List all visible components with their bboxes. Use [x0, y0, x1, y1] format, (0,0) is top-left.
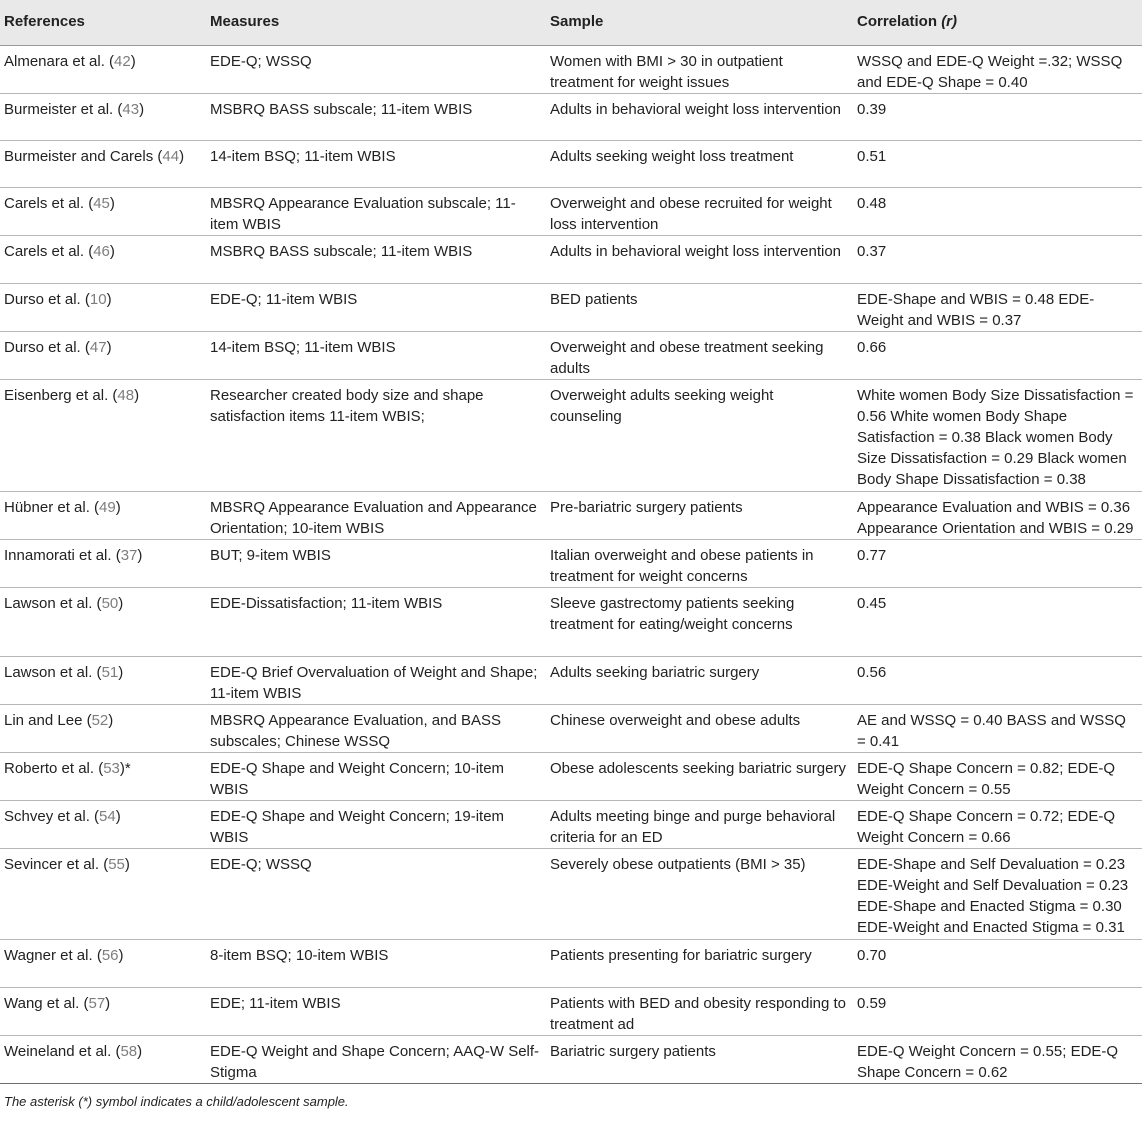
reference-author: Sevincer et al. (	[4, 856, 109, 873]
correlation-cell: 0.48	[857, 195, 887, 212]
reference-suffix: )	[137, 547, 143, 564]
table-row	[0, 849, 1142, 940]
reference-suffix: )	[139, 101, 145, 118]
table-row	[0, 540, 1142, 588]
measures-cell: EDE-Q Brief Overvaluation of Weight and Shape; 11-item WBIS	[210, 664, 538, 702]
reference-cell	[0, 141, 206, 188]
measures-cell: MBSRQ Appearance Evaluation and Appearance Orientation; 10-item WBIS	[210, 499, 537, 537]
reference-suffix: )	[118, 664, 124, 681]
table-row	[0, 380, 1142, 492]
reference-author: Eisenberg et al. (	[4, 387, 118, 404]
reference-author: Wagner et al. (	[4, 947, 102, 964]
correlation-cell: EDE-Q Shape Concern = 0.82; EDE-Q Weight Concern = 0.55	[857, 760, 1116, 798]
citation-link[interactable]: 58	[120, 1043, 138, 1060]
sample-cell: Chinese overweight and obese adults	[550, 712, 801, 729]
table-body	[0, 46, 1142, 1084]
reference-suffix: )	[115, 499, 121, 516]
correlation-cell: 0.51	[857, 148, 887, 165]
sample-cell: Pre-bariatric surgery patients	[550, 499, 743, 516]
measures-cell: EDE-Q Shape and Weight Concern; 19-item WBIS	[210, 808, 505, 846]
reference-author: Schvey et al. (	[4, 808, 100, 825]
reference-cell	[0, 705, 206, 753]
citation-link[interactable]: 10	[89, 291, 107, 308]
sample-cell: Women with BMI > 30 in outpatient treatment for weight issues	[550, 53, 783, 91]
citation-link[interactable]: 47	[89, 339, 107, 356]
reference-suffix: )	[105, 995, 111, 1012]
citation-link[interactable]: 37	[120, 547, 138, 564]
measures-cell: EDE-Q Shape and Weight Concern; 10-item WBIS	[210, 760, 505, 798]
sample-cell: Patients with BED and obesity responding to treatment ad	[550, 995, 847, 1033]
measures-cell: MBSRQ Appearance Evaluation subscale; 11-item WBIS	[210, 195, 516, 233]
correlation-cell: EDE-Shape and Self Devaluation = 0.23 EDE-Weight and Self Devaluation = 0.23 EDE-Shape and Enacted Stigma = 0.30 EDE-Weight and Enacted Stigma = 0.31	[857, 856, 1129, 936]
reference-cell	[0, 801, 206, 849]
reference-cell	[0, 284, 206, 332]
reference-suffix: )	[109, 243, 115, 260]
reference-author: Carels et al. (	[4, 195, 94, 212]
correlation-cell: White women Body Size Dissatisfaction = 0.56 White women Body Shape Satisfaction = 0.38 Black women Body Size Dissatisfaction = 0.29 Black women Body Shape Dissatisfaction = 0.38	[857, 387, 1134, 488]
reference-author: Lawson et al. (	[4, 664, 102, 681]
measures-cell: EDE-Q Weight and Shape Concern; AAQ-W Self-Stigma	[210, 1043, 540, 1081]
sample-cell: Adults seeking weight loss treatment	[550, 148, 794, 165]
reference-suffix: )	[115, 808, 121, 825]
reference-author: Durso et al. (	[4, 291, 90, 308]
reference-suffix: )	[118, 595, 124, 612]
measures-cell: Researcher created body size and shape satisfaction items 11-item WBIS;	[210, 387, 484, 425]
reference-author: Hübner et al. (	[4, 499, 100, 516]
measures-cell: EDE-Q; 11-item WBIS	[210, 291, 358, 308]
reference-suffix: )	[134, 387, 140, 404]
citation-link[interactable]: 52	[91, 712, 109, 729]
header-correlation-symbol: (r)	[941, 13, 958, 30]
measures-cell: EDE-Q; WSSQ	[210, 53, 312, 70]
table-row	[0, 988, 1142, 1036]
header-correlation-label: Correlation	[857, 13, 938, 30]
reference-suffix: )	[137, 1043, 143, 1060]
reference-suffix: )	[106, 339, 112, 356]
measures-cell: MSBRQ BASS subscale; 11-item WBIS	[210, 243, 473, 260]
citation-link[interactable]: 48	[117, 387, 135, 404]
reference-suffix: )	[124, 856, 130, 873]
measures-cell: BUT; 9-item WBIS	[210, 547, 331, 564]
reference-cell	[0, 540, 206, 588]
header-references: References	[0, 0, 206, 46]
reference-cell	[0, 588, 206, 657]
reference-cell	[0, 657, 206, 705]
reference-author: Lin and Lee (	[4, 712, 92, 729]
correlation-cell: AE and WSSQ = 0.40 BASS and WSSQ = 0.41	[857, 712, 1126, 750]
sample-cell: Overweight and obese recruited for weight loss intervention	[550, 195, 832, 233]
correlation-cell: WSSQ and EDE-Q Weight =.32; WSSQ and EDE-Q Shape = 0.40	[857, 53, 1123, 91]
correlation-cell: 0.39	[857, 101, 887, 118]
reference-suffix: )	[179, 148, 185, 165]
citation-link[interactable]: 54	[99, 808, 116, 825]
sample-cell: Overweight and obese treatment seeking adults	[550, 339, 824, 377]
measures-cell: EDE; 11-item WBIS	[210, 995, 341, 1012]
correlation-cell: 0.56	[857, 664, 887, 681]
measures-cell: EDE-Dissatisfaction; 11-item WBIS	[210, 595, 443, 612]
table-row	[0, 753, 1142, 801]
citation-link[interactable]: 44	[162, 148, 180, 165]
reference-author: Burmeister et al. (	[4, 101, 123, 118]
citation-link[interactable]: 56	[101, 947, 119, 964]
reference-cell	[0, 1036, 206, 1084]
sample-cell: BED patients	[550, 291, 638, 308]
sample-cell: Patients presenting for bariatric surgery	[550, 947, 812, 964]
header-correlation	[853, 0, 1142, 46]
reference-author: Carels et al. (	[4, 243, 94, 260]
reference-cell	[0, 94, 206, 141]
measures-cell: EDE-Q; WSSQ	[210, 856, 312, 873]
correlation-cell: EDE-Q Weight Concern = 0.55; EDE-Q Shape Concern = 0.62	[857, 1043, 1119, 1081]
sample-cell: Severely obese outpatients (BMI > 35)	[550, 856, 806, 873]
reference-cell	[0, 380, 206, 492]
reference-cell	[0, 492, 206, 540]
citation-link[interactable]: 43	[122, 101, 140, 118]
correlation-cell: EDE-Shape and WBIS = 0.48 EDE-Weight and WBIS = 0.37	[857, 291, 1095, 329]
reference-author: Durso et al. (	[4, 339, 90, 356]
table-row	[0, 46, 1142, 94]
table-row	[0, 141, 1142, 188]
correlation-cell: Appearance Evaluation and WBIS = 0.36 Appearance Orientation and WBIS = 0.29	[857, 499, 1134, 537]
measures-cell: MSBRQ BASS subscale; 11-item WBIS	[210, 101, 473, 118]
reference-cell	[0, 332, 206, 380]
reference-cell	[0, 849, 206, 940]
citation-link[interactable]: 51	[101, 664, 119, 681]
table-row	[0, 801, 1142, 849]
table-row	[0, 1036, 1142, 1084]
correlation-cell: 0.45	[857, 595, 887, 612]
table-row	[0, 236, 1142, 284]
table-row	[0, 940, 1142, 988]
sample-cell: Adults meeting binge and purge behavioral criteria for an ED	[550, 808, 836, 846]
sample-cell: Obese adolescents seeking bariatric surgery	[550, 760, 846, 777]
table-row	[0, 705, 1142, 753]
reference-suffix: )	[130, 53, 136, 70]
correlation-cell: 0.37	[857, 243, 887, 260]
table-row	[0, 492, 1142, 540]
table-row	[0, 657, 1142, 705]
table-row	[0, 188, 1142, 236]
correlation-cell: EDE-Q Shape Concern = 0.72; EDE-Q Weight Concern = 0.66	[857, 808, 1116, 846]
correlation-cell: 0.59	[857, 995, 887, 1012]
correlation-cell: 0.66	[857, 339, 887, 356]
measures-cell: 14-item BSQ; 11-item WBIS	[210, 339, 396, 356]
table-row	[0, 332, 1142, 380]
table-row	[0, 284, 1142, 332]
reference-author: Roberto et al. (	[4, 760, 104, 777]
sample-cell: Adults in behavioral weight loss intervention	[550, 101, 841, 118]
table-header-row	[0, 0, 1142, 46]
citation-link[interactable]: 46	[93, 243, 110, 260]
header-measures: Measures	[206, 0, 546, 46]
reference-cell	[0, 188, 206, 236]
sample-cell: Bariatric surgery patients	[550, 1043, 716, 1060]
table-row	[0, 94, 1142, 141]
citation-link[interactable]: 45	[93, 195, 110, 212]
sample-cell: Adults seeking bariatric surgery	[550, 664, 760, 681]
sample-cell: Sleeve gastrectomy patients seeking treatment for eating/weight concerns	[550, 595, 795, 633]
reference-author: Weineland et al. (	[4, 1043, 121, 1060]
reference-suffix: )*	[119, 760, 131, 777]
measures-cell: MBSRQ Appearance Evaluation, and BASS subscales; Chinese WSSQ	[210, 712, 502, 750]
header-sample: Sample	[546, 0, 853, 46]
correlation-cell: 0.70	[857, 947, 887, 964]
reference-cell	[0, 940, 206, 988]
citation-link[interactable]: 50	[101, 595, 119, 612]
reference-cell	[0, 46, 206, 94]
citation-link[interactable]: 57	[88, 995, 106, 1012]
measures-cell: 14-item BSQ; 11-item WBIS	[210, 148, 396, 165]
reference-suffix: )	[106, 291, 112, 308]
reference-author: Lawson et al. (	[4, 595, 102, 612]
citation-link[interactable]: 53	[103, 760, 120, 777]
citation-link[interactable]: 49	[99, 499, 116, 516]
table-footnote: The asterisk (*) symbol indicates a child/adolescent sample.	[4, 1094, 349, 1109]
reference-author: Innamorati et al. (	[4, 547, 121, 564]
sample-cell: Italian overweight and obese patients in treatment for weight concerns	[550, 547, 814, 585]
measures-cell: 8-item BSQ; 10-item WBIS	[210, 947, 389, 964]
reference-author: Burmeister and Carels (	[4, 148, 163, 165]
reference-cell	[0, 988, 206, 1036]
reference-suffix: )	[108, 712, 114, 729]
sample-cell: Overweight adults seeking weight counseling	[550, 387, 774, 425]
correlation-cell: 0.77	[857, 547, 887, 564]
reference-cell	[0, 753, 206, 801]
citation-link[interactable]: 42	[114, 53, 131, 70]
sample-cell: Adults in behavioral weight loss intervention	[550, 243, 841, 260]
reference-suffix: )	[118, 947, 124, 964]
reference-author: Wang et al. (	[4, 995, 89, 1012]
reference-cell	[0, 236, 206, 284]
citation-link[interactable]: 55	[108, 856, 125, 873]
table-row	[0, 588, 1142, 657]
reference-suffix: )	[109, 195, 115, 212]
reference-author: Almenara et al. (	[4, 53, 115, 70]
